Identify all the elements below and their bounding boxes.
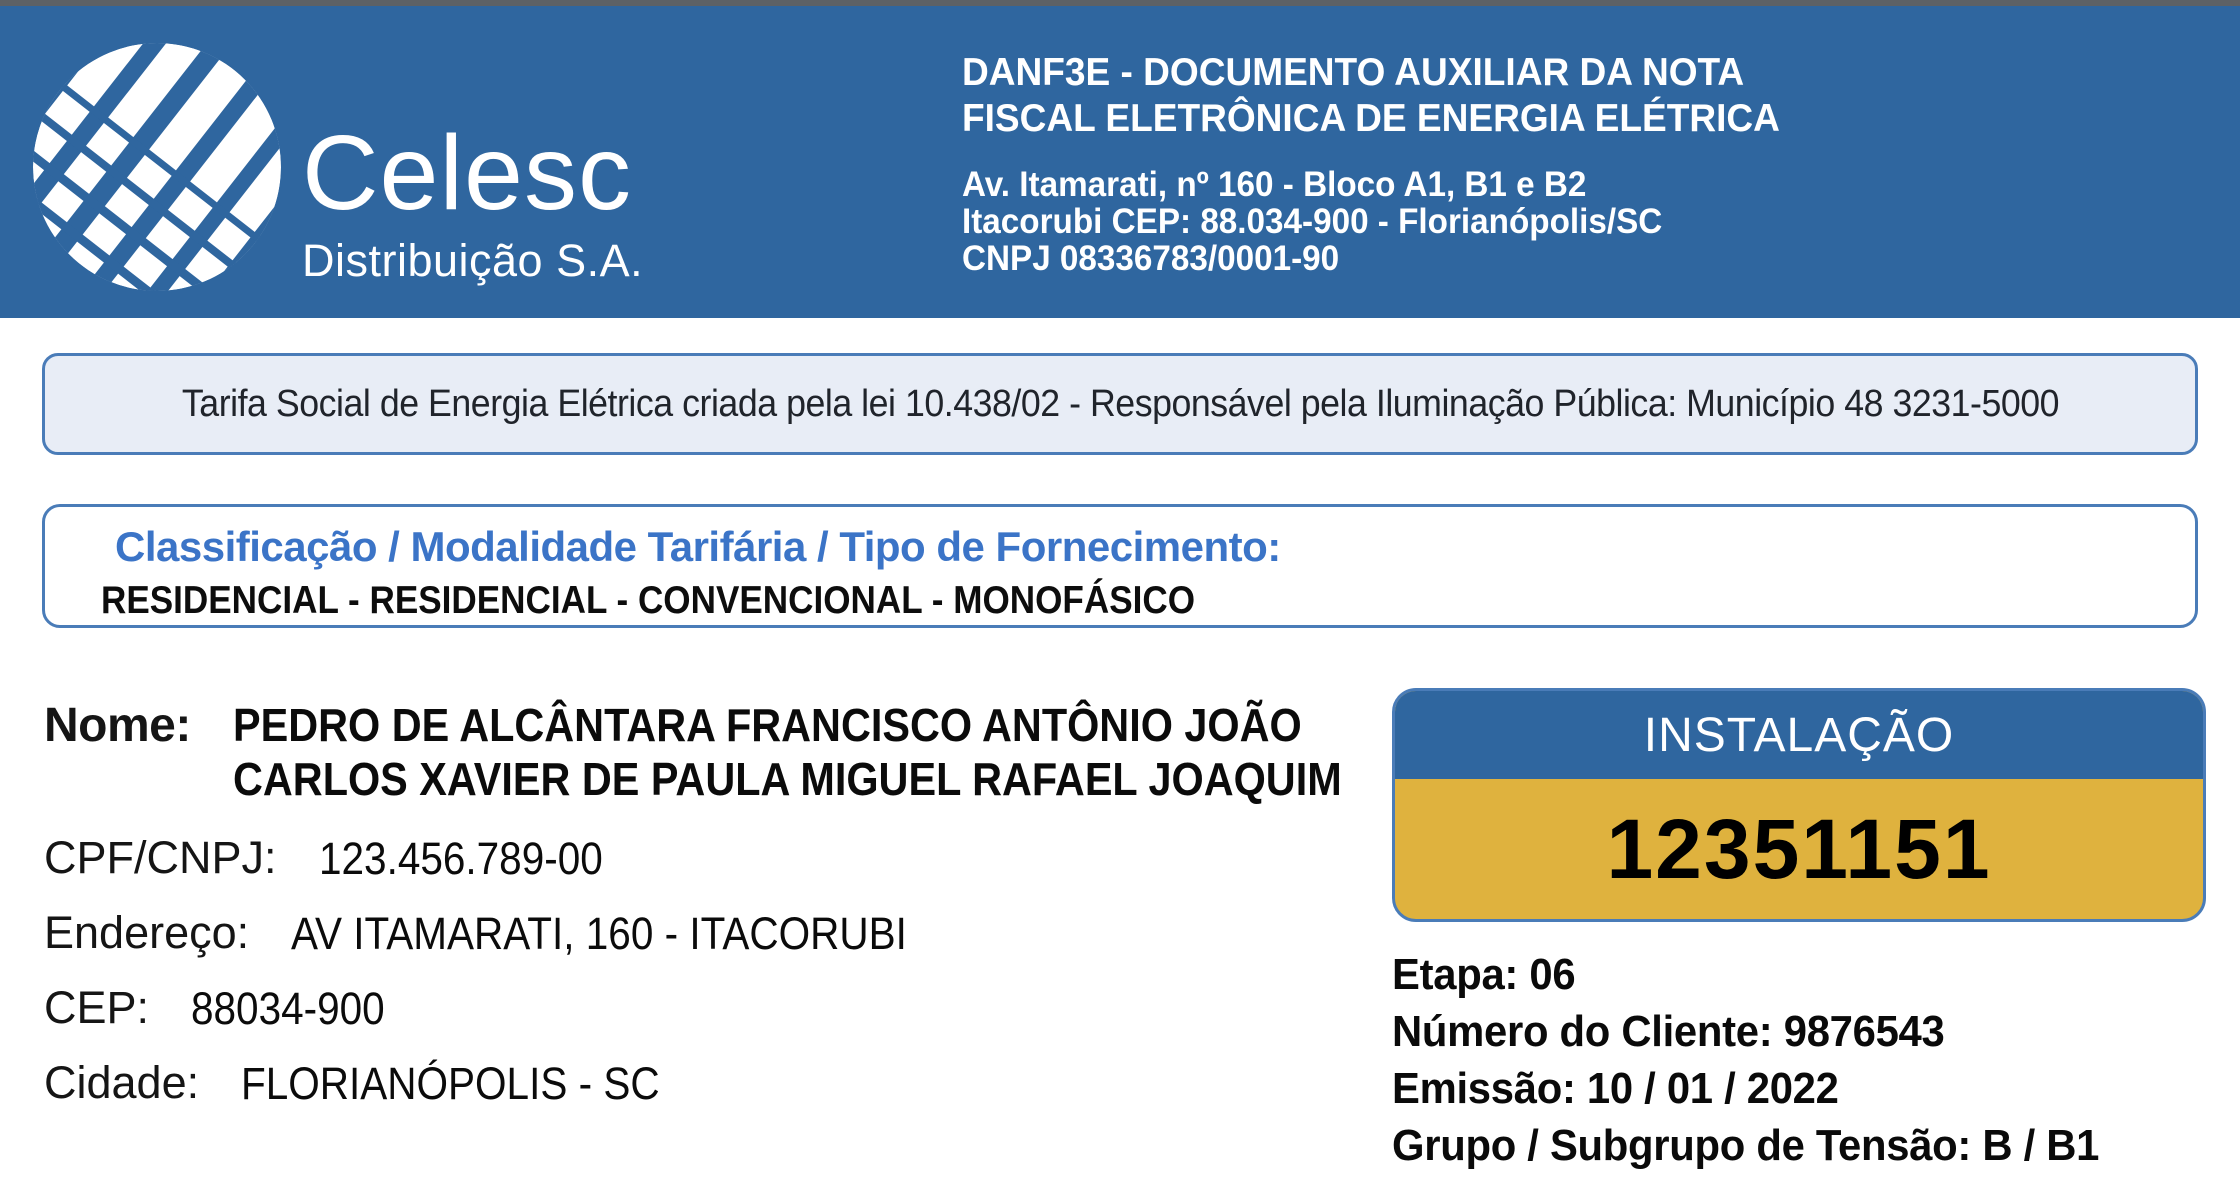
installation-box [1392, 688, 2206, 922]
customer-name [233, 698, 1465, 806]
brand-name: Celesc [302, 114, 633, 232]
city-value-text: FLORIANÓPOLIS - SC [241, 1058, 660, 1109]
client-number-value: 9876543 [1783, 1007, 1945, 1056]
group-label: Grupo / Subgrupo de Tensão: [1392, 1121, 1972, 1170]
customer-name-row [44, 698, 1364, 806]
company-address-line2: Itacorubi CEP: 88.034-900 - Florianópolis/SC [962, 202, 1663, 241]
customer-info [44, 698, 1364, 1132]
city-value [241, 1057, 706, 1110]
address-value-text: AV ITAMARATI, 160 - ITACORUBI [291, 908, 907, 959]
emission-label: Emissão: [1392, 1064, 1576, 1113]
document-title-line1: DANF3E - DOCUMENTO AUXILIAR DA NOTA [962, 51, 1745, 94]
classification-value-text: RESIDENCIAL - RESIDENCIAL - CONVENCIONAL - MONOFÁSICO [101, 579, 1196, 622]
cep-value [191, 982, 406, 1035]
company-cnpj: CNPJ 08336783/0001-90 [962, 239, 1340, 278]
etapa-label: Etapa: [1392, 950, 1519, 999]
etapa-value: 06 [1529, 950, 1576, 999]
header-info [962, 50, 1780, 277]
company-address [962, 166, 1780, 277]
brand [302, 114, 644, 286]
tarifa-social-banner [42, 353, 2198, 455]
emission-value: 10 / 01 / 2022 [1586, 1064, 1839, 1113]
installation-title: INSTALAÇÃO [1395, 691, 2203, 779]
cpf-value [319, 832, 634, 885]
document-title [962, 50, 1780, 142]
customer-name-line2: CARLOS XAVIER DE PAULA MIGUEL RAFAEL JOAQUIM [232, 753, 1342, 805]
customer-name-line1: PEDRO DE ALCÂNTARA FRANCISCO ANTÔNIO JOÃO [232, 699, 1302, 751]
classification-box [42, 504, 2198, 628]
celesc-logo-icon [28, 38, 286, 296]
customer-address-row [44, 907, 1364, 960]
tarifa-social-text: Tarifa Social de Energia Elétrica criada pela lei 10.438/02 - Responsável pela Iluminação Pública: Município 48 3231-5000 [181, 382, 2059, 425]
installation-number: 12351151 [1606, 801, 1992, 896]
client-number-line [1392, 1003, 2099, 1060]
group-line [1392, 1117, 2099, 1174]
group-value: B / B1 [1982, 1121, 2100, 1170]
emission-line [1392, 1060, 2099, 1117]
company-address-line1: Av. Itamarati, nº 160 - Bloco A1, B1 e B2 [962, 165, 1587, 204]
installation-details [1392, 946, 2136, 1174]
cpf-label: CPF/CNPJ: [44, 832, 277, 883]
classification-value [101, 579, 2195, 623]
classification-title: Classificação / Modalidade Tarifária / Tipo de Fornecimento: [115, 523, 1281, 570]
etapa-line [1392, 946, 2099, 1003]
document-title-line2: FISCAL ELETRÔNICA DE ENERGIA ELÉTRICA [962, 97, 1780, 140]
city-label: Cidade: [44, 1057, 200, 1108]
cep-value-text: 88034-900 [191, 983, 385, 1034]
customer-city-row [44, 1057, 1364, 1110]
address-value [291, 907, 975, 960]
address-label: Endereço: [44, 907, 250, 958]
customer-cpf-row [44, 832, 1364, 885]
customer-cep-row [44, 982, 1364, 1035]
cep-label: CEP: [44, 982, 150, 1033]
client-number-label: Número do Cliente: [1392, 1007, 1773, 1056]
name-label: Nome: [44, 699, 191, 752]
cpf-value-text: 123.456.789-00 [318, 833, 603, 884]
brand-subtitle: Distribuição S.A. [302, 235, 644, 286]
document-header [0, 6, 2240, 318]
